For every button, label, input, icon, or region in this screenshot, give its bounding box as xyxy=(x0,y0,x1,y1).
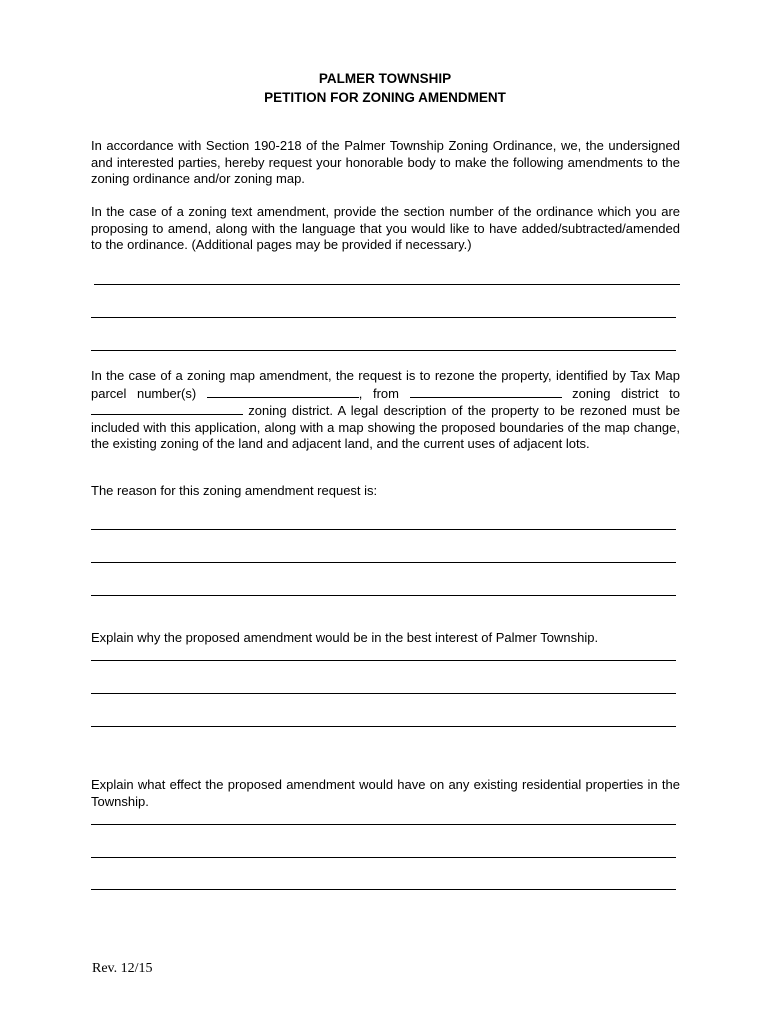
best-interest-answer-line-2[interactable] xyxy=(91,693,676,694)
residential-effect-prompt: Explain what effect the proposed amendment would have on any existing residential properties in the Township. xyxy=(91,777,680,809)
residential-effect-answer-line-2[interactable] xyxy=(91,857,676,858)
reason-answer-line-1[interactable] xyxy=(91,529,676,530)
map-amendment-text-4: zoning district. A legal description of the property to be rezoned must be included with this application, along with a map showing the proposed boundaries of the map change, the existing zoning of the land and adjacent land, and the current uses of adjacent lots. xyxy=(91,403,680,451)
text-amendment-answer-line-3[interactable] xyxy=(91,350,676,351)
intro-paragraph: In accordance with Section 190-218 of the Palmer Township Zoning Ordinance, we, the undersigned and interested parties, hereby request your honorable body to make the following amendments to the zoning ordinance and/or zoning map. xyxy=(91,138,680,186)
best-interest-answer-line-1[interactable] xyxy=(91,660,676,661)
map-amendment-text-2: , from xyxy=(358,385,399,401)
form-title-line-1: PALMER TOWNSHIP xyxy=(318,71,452,86)
tax-map-parcel-blank[interactable] xyxy=(207,385,359,398)
reason-answer-line-3[interactable] xyxy=(91,595,676,596)
map-amendment-text-3: zoning district to xyxy=(572,385,680,401)
residential-effect-answer-line-3[interactable] xyxy=(91,889,676,890)
text-amendment-answer-line-1[interactable] xyxy=(94,284,680,285)
best-interest-answer-line-3[interactable] xyxy=(91,726,676,727)
text-amendment-paragraph: In the case of a zoning text amendment, provide the section number of the ordinance which you are proposing to amend, along with the language that you would like to have added/subtracted/amended to the ordinance. (Additional pages may be provided if necessary.) xyxy=(91,204,680,252)
best-interest-prompt: Explain why the proposed amendment would be in the best interest of Palmer Township. xyxy=(91,630,599,645)
to-zoning-district-blank[interactable] xyxy=(91,402,243,415)
form-title-line-2: PETITION FOR ZONING AMENDMENT xyxy=(264,90,506,105)
text-amendment-answer-line-2[interactable] xyxy=(91,317,676,318)
map-amendment-text-1: In the case of a zoning map amendment, the request is to rezone the property, identified by Tax Map parcel number(s) xyxy=(91,368,680,401)
residential-effect-answer-line-1[interactable] xyxy=(91,824,676,825)
map-amendment-paragraph xyxy=(91,368,680,453)
reason-prompt: The reason for this zoning amendment request is: xyxy=(91,483,378,498)
revision-label: Rev. 12/15 xyxy=(92,961,153,976)
reason-answer-line-2[interactable] xyxy=(91,562,676,563)
from-zoning-district-blank[interactable] xyxy=(410,385,562,398)
